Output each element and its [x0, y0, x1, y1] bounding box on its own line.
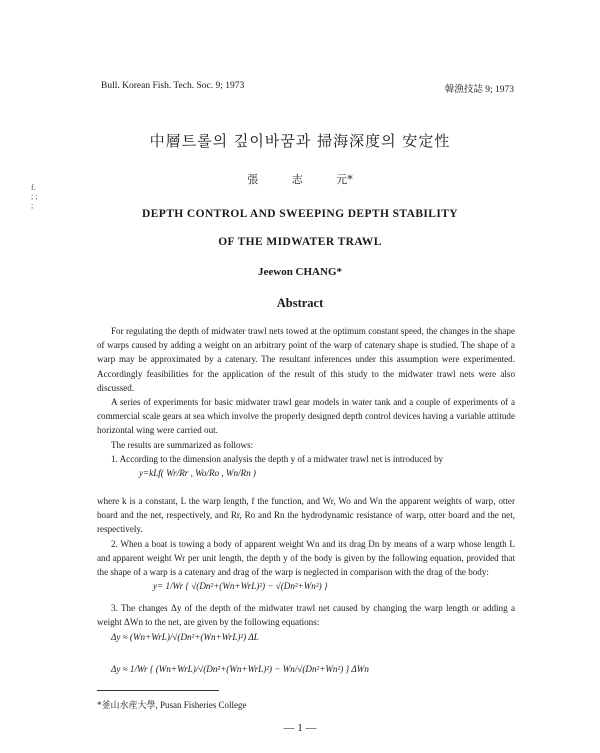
- abstract-body: [97, 324, 515, 692]
- paragraph-3: The results are summarized as follows:: [111, 439, 254, 450]
- result-item-1-detail: where k is a constant, L the warp length, f the function, and Wr, Wo and Wn the apparent weights of warp, otter board and the net, respectively, and Rr, Ro and Rn the hydrodynamic resistance of warp, otter board and the net, respectively.: [97, 496, 515, 535]
- footnote-rule: [97, 690, 219, 691]
- author: Jeewon CHANG*: [257, 266, 343, 278]
- equation-4: Δy ≈ 1/Wr { (Wn+WrL)/√(Dn²+(Wn+WrL)²) − Wn/√(Dn²+Wn²) } ΔWn: [111, 663, 369, 674]
- title-line-2: OF THE MIDWATER TRAWL: [218, 236, 382, 248]
- journal-header-right: 韓漁技誌 9; 1973: [444, 85, 514, 95]
- equation-2: y= 1/Wr { √(Dn²+(Wn+WrL)²) − √(Dn²+Wn²) }: [153, 581, 328, 592]
- footnote: *釜山水産大學, Pusan Fisheries College: [97, 700, 247, 710]
- abstract-heading: Abstract: [276, 296, 324, 310]
- result-item-1: 1. According to the dimension analysis the depth y of a midwater trawl net is introduced by: [111, 453, 444, 464]
- result-item-3: 3. The changes Δy of the depth of the midwater trawl net caused by changing the warp length or adding a weight ΔWn to the net, are given by the following equations:: [97, 603, 515, 628]
- result-item-2: 2. When a boat is towing a body of apparent weight Wn and its drag Dn by means of a warp whose length L and apparent weight Wr per unit length, the depth y of the body is given by the following equation, provided that the shape of a warp is a catenary and drag of the warp is neglected in comparison with the drag of the body:: [97, 538, 515, 578]
- title-line-1: DEPTH CONTROL AND SWEEPING DEPTH STABILITY: [142, 208, 458, 220]
- paragraph-1: For regulating the depth of midwater trawl nets towed at the optimum constant speed, the changes in the shape of warps caused by adding a weight on an arbitrary point of the warp of catenary shape is studied. The shape of a warp may be approximated by a catenary. The resultant inferences under this assumption were experimented. Accordingly feasibilities for the application of the result of this study to the midwater trawl nets were also discussed.: [97, 326, 515, 393]
- page-number: — 1 —: [283, 722, 317, 734]
- korean-author: 張 志 元*: [247, 173, 353, 186]
- equation-1: y=kLf( Wr/Rr , Wo/Ro , Wn/Rn ): [139, 468, 256, 479]
- journal-header-left: Bull. Korean Fish. Tech. Soc. 9; 1973: [101, 81, 245, 91]
- paragraph-2: A series of experiments for basic midwater trawl gear models in water tank and a couple of experiments of a commercial scale gears at sea which involve the properly designed depth control devices having a variable attitude horizontal wing were carried out.: [97, 397, 515, 436]
- margin-mark: f. ; ; ;: [31, 183, 38, 210]
- korean-title: 中層트롤의 깊이바꿈과 掃海深度의 安定性: [149, 132, 451, 150]
- equation-3: Δy ≈ (Wn+WrL)/√(Dn²+(Wn+WrL)²) ΔL: [111, 631, 259, 642]
